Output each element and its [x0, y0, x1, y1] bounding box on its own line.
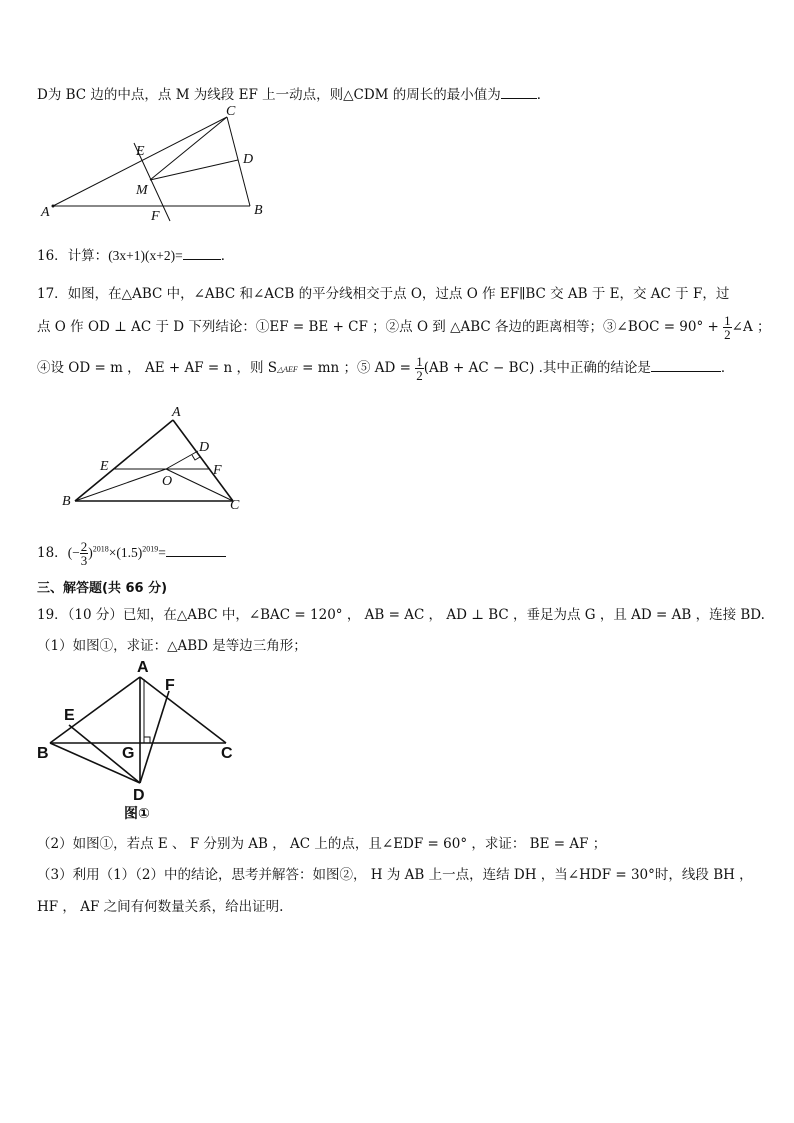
q18-text: [37, 540, 226, 567]
figure-q19: [36, 658, 246, 818]
q17-number: 17．: [37, 286, 68, 302]
fig15-segment-mc: [150, 117, 227, 180]
q18-answer-blank: [166, 556, 226, 557]
q18-equals: =: [158, 545, 166, 560]
q18-middle: ×(1.5): [108, 545, 143, 560]
q18-fraction-two-thirds: $\frac{2}{3}$: [80, 539, 88, 568]
fig19-label-b: B: [37, 745, 49, 762]
fig17-segment-ab: [75, 420, 173, 501]
fig17-segment-od: [166, 451, 198, 469]
q18-exponent-2018: 2018: [92, 544, 109, 554]
fig17-segment-bo: [75, 469, 166, 501]
fig19-label-d: D: [133, 787, 145, 804]
q18-exponent-2019: 2019: [142, 544, 159, 554]
fig17-label-c: C: [230, 498, 240, 513]
q17-line3-text-a: ④设 OD = m ， AE + AF = n ，则 S: [37, 360, 277, 376]
q16-number: 16．: [37, 248, 68, 264]
q17-line3-text-b: = mn ；⑤ AD =: [297, 360, 411, 376]
q15-text: [37, 83, 550, 103]
fig19-label-c: C: [221, 745, 233, 762]
q19-part3-line1: （3）利用（1）（2）中的结论，思考并解答：如图②， H 为 AB 上一点，连结 DH ，当∠HDF = 30°时，线段 BH ，: [37, 867, 753, 883]
q16-suffix: ．: [220, 248, 235, 264]
q17-line2-text-b: ∠A ；: [731, 319, 771, 335]
q17-fraction-half-2: $\frac{1}{2}$: [416, 354, 423, 383]
q17-line1-text: 如图，在△ABC 中，∠ABC 和∠ACB 的平分线相交于点 O，过点 O 作 EF∥BC 交 AB 于 E，交 AC 于 F，过: [67, 286, 730, 302]
q17-line3-end: ．: [720, 360, 735, 376]
q19-head: 19．（10 分）已知，在△ABC 中，∠BAC = 120° ， AB = AC ， AD ⊥ BC ，垂足为点 G ，且 AD = AB ，连接 BD.: [37, 607, 765, 623]
q16-expression: (3x+1)(x+2)=: [108, 248, 183, 263]
fig19-label-g: G: [122, 745, 135, 762]
q17-fraction-half-1: $\frac{1}{2}$: [724, 313, 731, 342]
fig15-label-e: E: [136, 144, 145, 159]
fig15-label-d: D: [243, 152, 254, 167]
q15-text-before: D为 BC 边的中点，点 M 为线段 EF 上一动点，则△CDM 的周长的最小值为: [37, 87, 501, 103]
q18-close-paren: ): [88, 545, 93, 560]
q17-line3: [37, 355, 734, 382]
q18-number: 18．: [37, 545, 68, 561]
q18-open-paren: (−: [67, 545, 80, 560]
fig19-label-a: A: [137, 659, 149, 676]
fig19-caption: 图①: [124, 806, 150, 822]
figure-q17: [62, 403, 262, 513]
fig15-label-m: M: [136, 183, 148, 198]
fig15-label-b: B: [254, 203, 263, 218]
q19-part2: （2）如图①，若点 E 、 F 分别为 AB ， AC 上的点，且∠EDF = 60° ，求证： BE = AF ；: [37, 836, 607, 852]
figure-q15: [40, 104, 280, 228]
fig17-label-o: O: [162, 474, 173, 489]
fig17-label-a: A: [172, 405, 181, 420]
q16-answer-blank: [183, 259, 221, 260]
fig15-label-c: C: [226, 104, 236, 119]
fig17-label-d: D: [199, 440, 210, 455]
fig19-right-angle-mark: [144, 737, 150, 743]
fig15-label-a: A: [41, 205, 50, 220]
q17-answer-blank: [651, 371, 721, 372]
q17-line2: [37, 314, 771, 341]
fig15-label-f: F: [151, 209, 160, 224]
fig15-segment-md: [150, 160, 238, 180]
q16-text: [37, 244, 234, 264]
fig17-label-e: E: [100, 459, 109, 474]
fig19-segment-ac: [140, 677, 226, 743]
fig17-label-b: B: [62, 494, 71, 509]
q17-area-subscript: △AEF: [277, 365, 298, 374]
q17-line3-text-c: (AB + AC − BC) .其中正确的结论是: [423, 360, 651, 376]
section-3-title: 三、解答题(共 66 分): [37, 581, 168, 596]
fig17-segment-oc: [166, 469, 233, 501]
q17-line2-text-a: 点 O 作 OD ⊥ AC 于 D 下列结论：①EF = BE + CF ；②点 O 到 △ABC 各边的距离相等；③∠BOC = 90° +: [37, 319, 719, 335]
q19-part1: （1）如图①，求证：△ABD 是等边三角形；: [37, 638, 307, 654]
q15-text-after: ．: [536, 87, 551, 103]
fig17-label-f: F: [213, 463, 222, 478]
fig19-label-e: E: [64, 707, 75, 724]
fig19-label-f: F: [165, 677, 175, 694]
q17-line1: [37, 282, 729, 302]
q15-answer-blank: [501, 98, 537, 99]
q19-part3-line2: HF ， AF 之间有何数量关系，给出证明.: [37, 899, 284, 915]
q16-prefix: 计算：: [67, 248, 109, 264]
